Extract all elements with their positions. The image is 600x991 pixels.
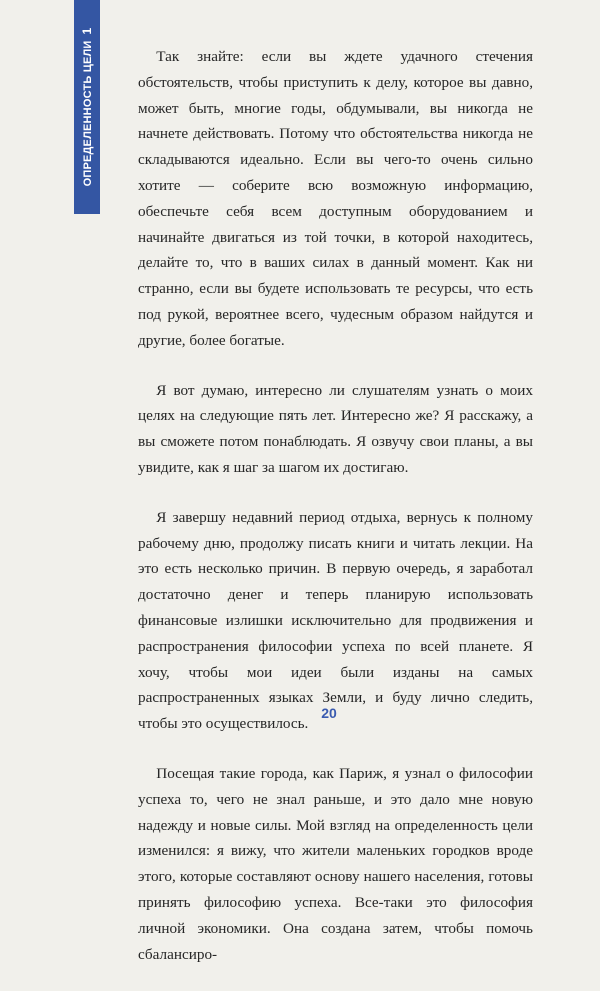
paragraph: Так знайте: если вы ждете удачного стечения обстоятельств, чтобы приступить к делу, которое вы давно, может быть, многие годы, обдумывали, вы никогда не начнете действовать. Потому что обстоятельства никогда не складываются идеально. Если вы чего-то очень сильно хотите — соберите всю возможную информацию, обеспечьте себя всем доступным оборудованием и начинайте двигаться из той точки, в которой находитесь, делайте то, что в ваших силах в данный момент. Как ни странно, если вы будете использовать те ресурсы, что есть под рукой, вероятнее всего, чудесным образом найдутся и другие, более богатые. bbox=[138, 48, 533, 349]
chapter-tab-label bbox=[80, 28, 94, 187]
paragraph: Посещая такие города, как Париж, я узнал о философии успеха то, чего не знал раньше, и это дало мне новую надежду и новые силы. Мой взгляд на определенность цели изменился: я вижу, что жители маленьких городков вроде этого, которые составляют основу нашего населения, готовы принять философию успеха. Все-таки это философия личной экономики. Она создана затем, чтобы помочь сбалансиро- bbox=[138, 764, 533, 963]
paragraph: Я завершу недавний период отдыха, вернусь к полному рабочему дню, продолжу писать книги и читать лекции. На это есть несколько причин. В первую очередь, я заработал достаточно денег и теперь планирую использовать финансовые излишки исключительно для продвижения и распространения философии успеха по всей планете. Я хочу, чтобы мои идеи были изданы на самых распространенных языках Земли, и буду лично следить, чтобы это осуществилось. bbox=[138, 508, 533, 733]
body-text bbox=[138, 44, 533, 991]
chapter-number: 1 bbox=[80, 27, 94, 35]
chapter-title: ОПРЕДЕЛЕННОСТЬ ЦЕЛИ bbox=[82, 40, 94, 187]
chapter-side-tab bbox=[74, 0, 100, 214]
paragraph: Я вот думаю, интересно ли слушателям узнать о моих целях на следующие пять лет. Интересно же? Я расскажу, а вы сможете потом понаблюдать. Я озвучу свои планы, а вы увидите, как я шаг за шагом их достигаю. bbox=[138, 381, 533, 476]
page-number: 20 bbox=[321, 705, 337, 721]
